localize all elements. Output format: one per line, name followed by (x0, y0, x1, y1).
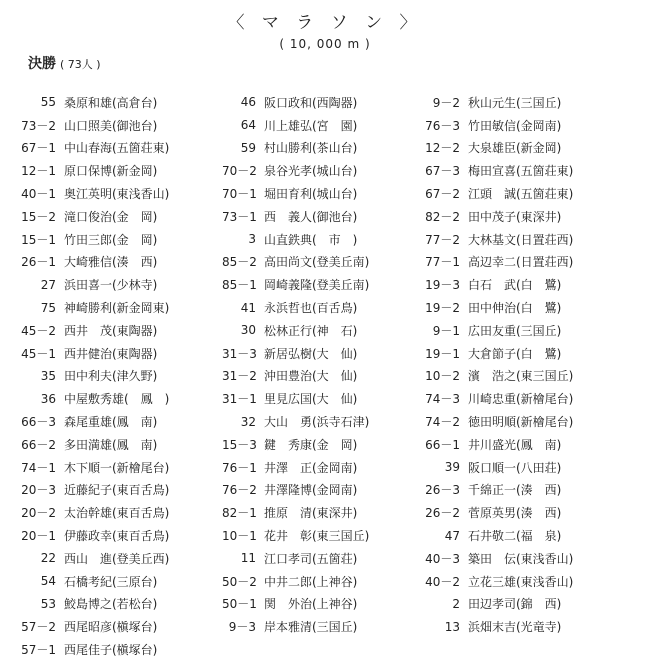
runner-name: 大山 勇(浜寺石津) (264, 415, 370, 430)
bib-number: 10－1 (222, 529, 257, 544)
bib-number: 85－2 (222, 255, 257, 270)
runner-name: 花井 彰(東三国丘) (264, 529, 370, 544)
bib-number: 45－1 (21, 346, 56, 361)
bib-number: 59 (240, 140, 256, 155)
runner-name: 白石 武(白 鷺) (468, 278, 562, 293)
result-row (18, 296, 210, 319)
result-row (18, 501, 210, 524)
bib-number: 64 (240, 118, 256, 133)
bib-number: 26－3 (425, 483, 460, 498)
result-row (18, 410, 210, 433)
result-row (18, 228, 210, 251)
runner-name: 新居弘樹(大 仙) (264, 346, 358, 361)
runner-name: 阪口順一(八田荘) (468, 460, 562, 475)
bib-number: 46 (240, 95, 256, 110)
bib-number: 22 (40, 551, 56, 566)
runner-name: 森尾重雄(鳳 南) (64, 415, 158, 430)
runner-name: 石井敬二(福 泉) (468, 529, 562, 544)
bib-number: 70－2 (222, 164, 257, 179)
result-row (222, 501, 422, 524)
runner-name: 井川盛光(鳳 南) (468, 437, 562, 452)
bib-number: 13 (444, 619, 460, 634)
result-row (420, 319, 630, 342)
result-row (222, 615, 422, 638)
runner-name: 中屋敷秀雄( 鳳 ) (64, 392, 170, 407)
bib-number: 19－1 (425, 346, 460, 361)
bib-number: 45－2 (21, 323, 56, 338)
runner-name: 梅田宣喜(五箇荘東) (468, 164, 574, 179)
result-row (222, 342, 422, 365)
bib-number: 3 (248, 232, 256, 247)
bib-number: 32 (240, 414, 256, 429)
runner-name: 関 外治(上神谷) (264, 597, 358, 612)
bib-number: 15－3 (222, 437, 257, 452)
runner-name: 大崎雅信(湊 西) (64, 255, 158, 270)
bib-number: 67－2 (425, 187, 460, 202)
bib-number: 12－2 (425, 141, 460, 156)
result-row (222, 114, 422, 137)
result-row (420, 228, 630, 251)
bib-number: 27 (40, 277, 56, 292)
result-row (222, 479, 422, 502)
result-row (18, 114, 210, 137)
bib-number: 67－3 (425, 164, 460, 179)
runner-name: 神崎勝利(新金岡東) (64, 301, 170, 316)
result-row (18, 319, 210, 342)
bib-number: 77－2 (425, 232, 460, 247)
result-row (420, 137, 630, 160)
runner-name: 徳田明順(新檜尾台) (468, 415, 574, 430)
runner-name: 田中伸治(白 鷺) (468, 301, 562, 316)
bib-number: 55 (40, 95, 56, 110)
result-row (420, 273, 630, 296)
result-row (420, 593, 630, 616)
results-column-1 (18, 91, 210, 661)
runner-name: 江口孝司(五箇荘) (264, 551, 358, 566)
runner-name: 中山春海(五箇荘東) (64, 141, 170, 156)
runner-name: 竹田三郎(金 岡) (64, 232, 158, 247)
bib-number: 9－1 (432, 323, 460, 338)
bib-number: 40－2 (425, 574, 460, 589)
result-row (420, 456, 630, 479)
runner-name: 田中利夫(津久野) (64, 369, 158, 384)
bib-number: 66－1 (425, 437, 460, 452)
bib-number: 74－1 (21, 460, 56, 475)
result-row (18, 273, 210, 296)
result-row (420, 159, 630, 182)
bib-number: 19－2 (425, 301, 460, 316)
runner-name: 沖田豊治(大 仙) (264, 369, 358, 384)
runner-name: 石橋考紀(三原台) (64, 574, 158, 589)
result-row (420, 114, 630, 137)
bib-number: 41 (240, 300, 256, 315)
result-row (18, 638, 210, 661)
runner-name: 推原 清(東深井) (264, 506, 358, 521)
result-row (420, 524, 630, 547)
result-row (18, 570, 210, 593)
result-row (18, 479, 210, 502)
bib-number: 82－1 (222, 506, 257, 521)
result-row (222, 205, 422, 228)
result-row (420, 410, 630, 433)
result-row (222, 547, 422, 570)
runner-name: 堀田育利(城山台) (264, 187, 358, 202)
result-row (18, 593, 210, 616)
runner-name: 高辺幸二(日置荘西) (468, 255, 574, 270)
result-row (222, 570, 422, 593)
runner-name: 築田 伝(東浅香山) (468, 551, 574, 566)
participant-count: ( 73人 ) (60, 58, 101, 71)
runner-name: 奥江英明(東浅香山) (64, 187, 170, 202)
runner-name: 桑原和雄(高倉台) (64, 95, 158, 110)
runner-name: 泉谷光孝(城山台) (264, 164, 358, 179)
result-row (222, 296, 422, 319)
bib-number: 36 (40, 391, 56, 406)
bib-number: 75 (40, 300, 56, 315)
result-row (18, 251, 210, 274)
runner-name: 永浜哲也(百舌鳥) (264, 301, 358, 316)
result-row (18, 159, 210, 182)
bib-number: 76－3 (425, 118, 460, 133)
bib-number: 31－3 (222, 346, 257, 361)
result-row (420, 479, 630, 502)
bib-number: 12－1 (21, 164, 56, 179)
bib-number: 11 (240, 551, 256, 566)
result-row (420, 251, 630, 274)
runner-name: 中井二郎(上神谷) (264, 574, 358, 589)
runner-name: 近藤紀子(東百舌鳥) (64, 483, 170, 498)
result-row (222, 593, 422, 616)
bib-number: 76－1 (222, 460, 257, 475)
result-row (18, 456, 210, 479)
bib-number: 40－1 (21, 187, 56, 202)
bib-number: 73－1 (222, 209, 257, 224)
runner-name: 竹田敏信(金岡南) (468, 118, 562, 133)
result-row (222, 251, 422, 274)
result-row (18, 182, 210, 205)
bib-number: 70－1 (222, 187, 257, 202)
bib-number: 20－2 (21, 506, 56, 521)
bib-number: 74－2 (425, 415, 460, 430)
result-row (420, 433, 630, 456)
runner-name: 里見広国(大 仙) (264, 392, 358, 407)
result-row (420, 570, 630, 593)
runner-name: 高田尚文(登美丘南) (264, 255, 370, 270)
runner-name: 大倉節子(白 鷺) (468, 346, 562, 361)
result-row (420, 182, 630, 205)
bib-number: 57－2 (21, 620, 56, 635)
bib-number: 66－3 (21, 415, 56, 430)
runner-name: 山口照美(御池台) (64, 118, 158, 133)
runner-name: 西山 進(登美丘西) (64, 551, 170, 566)
page-title: 〈 マ ラ ソ ン 〉 (227, 13, 423, 33)
bib-number: 66－2 (21, 437, 56, 452)
bib-number: 2 (452, 596, 460, 611)
result-row (18, 342, 210, 365)
runner-name: 西尾佳子(槇塚台) (64, 643, 158, 658)
bib-number: 19－3 (425, 278, 460, 293)
bib-number: 10－2 (425, 369, 460, 384)
runner-name: 大林基文(日置荘西) (468, 232, 574, 247)
runner-name: 大泉雄臣(新金岡) (468, 141, 562, 156)
result-row (222, 137, 422, 160)
result-row (420, 296, 630, 319)
bib-number: 85－1 (222, 278, 257, 293)
bib-number: 15－2 (21, 209, 56, 224)
runner-name: 鍵 秀康(金 岡) (264, 437, 358, 452)
bib-number: 26－1 (21, 255, 56, 270)
runner-name: 川崎忠重(新檜尾台) (468, 392, 574, 407)
result-row (222, 159, 422, 182)
bib-number: 74－3 (425, 392, 460, 407)
bib-number: 73－2 (21, 118, 56, 133)
result-row (18, 205, 210, 228)
result-row (222, 433, 422, 456)
bib-number: 31－2 (222, 369, 257, 384)
result-row (222, 524, 422, 547)
runner-name: 秋山元生(三国丘) (468, 95, 562, 110)
result-row (18, 547, 210, 570)
bib-number: 39 (444, 460, 460, 475)
runner-name: 西井健治(東陶器) (64, 346, 158, 361)
runner-name: 阪口政和(西陶器) (264, 95, 358, 110)
runner-name: 村山勝利(茶山台) (264, 141, 358, 156)
result-row (18, 524, 210, 547)
runner-name: 川上雄弘(宮 園) (264, 118, 358, 133)
result-row (420, 342, 630, 365)
runner-name: 菅原英男(湊 西) (468, 506, 562, 521)
result-row (420, 205, 630, 228)
runner-name: 伊藤政幸(東百舌鳥) (64, 529, 170, 544)
bib-number: 40－3 (425, 551, 460, 566)
runner-name: 西 義人(御池台) (264, 209, 358, 224)
bib-number: 82－2 (425, 209, 460, 224)
bib-number: 47 (444, 528, 460, 543)
bib-number: 50－1 (222, 597, 257, 612)
result-row (18, 615, 210, 638)
runner-name: 山直鉄典( 市 ) (264, 232, 358, 247)
bib-number: 54 (40, 574, 56, 589)
runner-name: 井澤 正(金岡南) (264, 460, 358, 475)
result-row (222, 319, 422, 342)
bib-number: 67－1 (21, 141, 56, 156)
bib-number: 77－1 (425, 255, 460, 270)
runner-name: 立花三雄(東浅香山) (468, 574, 574, 589)
runner-name: 西尾昭彦(槇塚台) (64, 620, 158, 635)
result-row (18, 365, 210, 388)
runner-name: 松林正行(神 石) (264, 323, 358, 338)
result-row (222, 456, 422, 479)
results-column-3 (420, 91, 630, 638)
runner-name: 鮫島博之(若松台) (64, 597, 158, 612)
runner-name: 岸本雅清(三国丘) (264, 620, 358, 635)
result-row (18, 387, 210, 410)
runner-name: 西井 茂(東陶器) (64, 323, 158, 338)
runner-name: 滝口俊治(金 岡) (64, 209, 158, 224)
bib-number: 30 (240, 323, 256, 338)
runner-name: 井澤隆博(金岡南) (264, 483, 358, 498)
bib-number: 20－3 (21, 483, 56, 498)
runner-name: 千綿正一(湊 西) (468, 483, 562, 498)
bib-number: 15－1 (21, 232, 56, 247)
runner-name: 岡崎義隆(登美丘南) (264, 278, 370, 293)
result-row (420, 365, 630, 388)
bib-number: 9－2 (432, 95, 460, 110)
result-row (18, 91, 210, 114)
result-row (222, 228, 422, 251)
runner-name: 浜畑末吉(光竜寺) (468, 620, 562, 635)
runner-name: 田辺孝司(錦 西) (468, 597, 562, 612)
result-row (18, 433, 210, 456)
bib-number: 31－1 (222, 392, 257, 407)
bib-number: 57－1 (21, 643, 56, 658)
result-row (420, 547, 630, 570)
result-row (420, 615, 630, 638)
result-row (222, 273, 422, 296)
result-row (222, 387, 422, 410)
runner-name: 原口保博(新金岡) (64, 164, 158, 179)
runner-name: 木下順一(新檜尾台) (64, 460, 170, 475)
result-row (420, 387, 630, 410)
runner-name: 多田満雄(鳳 南) (64, 437, 158, 452)
result-row (222, 91, 422, 114)
result-row (222, 182, 422, 205)
bib-number: 20－1 (21, 529, 56, 544)
bib-number: 9－3 (228, 620, 256, 635)
result-row (222, 410, 422, 433)
results-column-2 (222, 91, 422, 638)
result-row (420, 91, 630, 114)
section-heading (28, 53, 101, 73)
result-row (420, 501, 630, 524)
runner-name: 太治幹雄(東百舌鳥) (64, 506, 170, 521)
result-row (222, 365, 422, 388)
section-label: 決勝 (28, 56, 56, 72)
runner-name: 浜田喜一(少林寺) (64, 278, 158, 293)
bib-number: 50－2 (222, 574, 257, 589)
runner-name: 濱 浩之(東三国丘) (468, 369, 574, 384)
result-row (18, 137, 210, 160)
bib-number: 35 (40, 368, 56, 383)
runner-name: 田中茂子(東深井) (468, 209, 562, 224)
runner-name: 広田友重(三国丘) (468, 323, 562, 338)
bib-number: 53 (40, 596, 56, 611)
bib-number: 26－2 (425, 506, 460, 521)
runner-name: 江頭 誠(五箇荘東) (468, 187, 574, 202)
bib-number: 76－2 (222, 483, 257, 498)
distance-label: ( 10, 000 m ) (279, 37, 371, 51)
